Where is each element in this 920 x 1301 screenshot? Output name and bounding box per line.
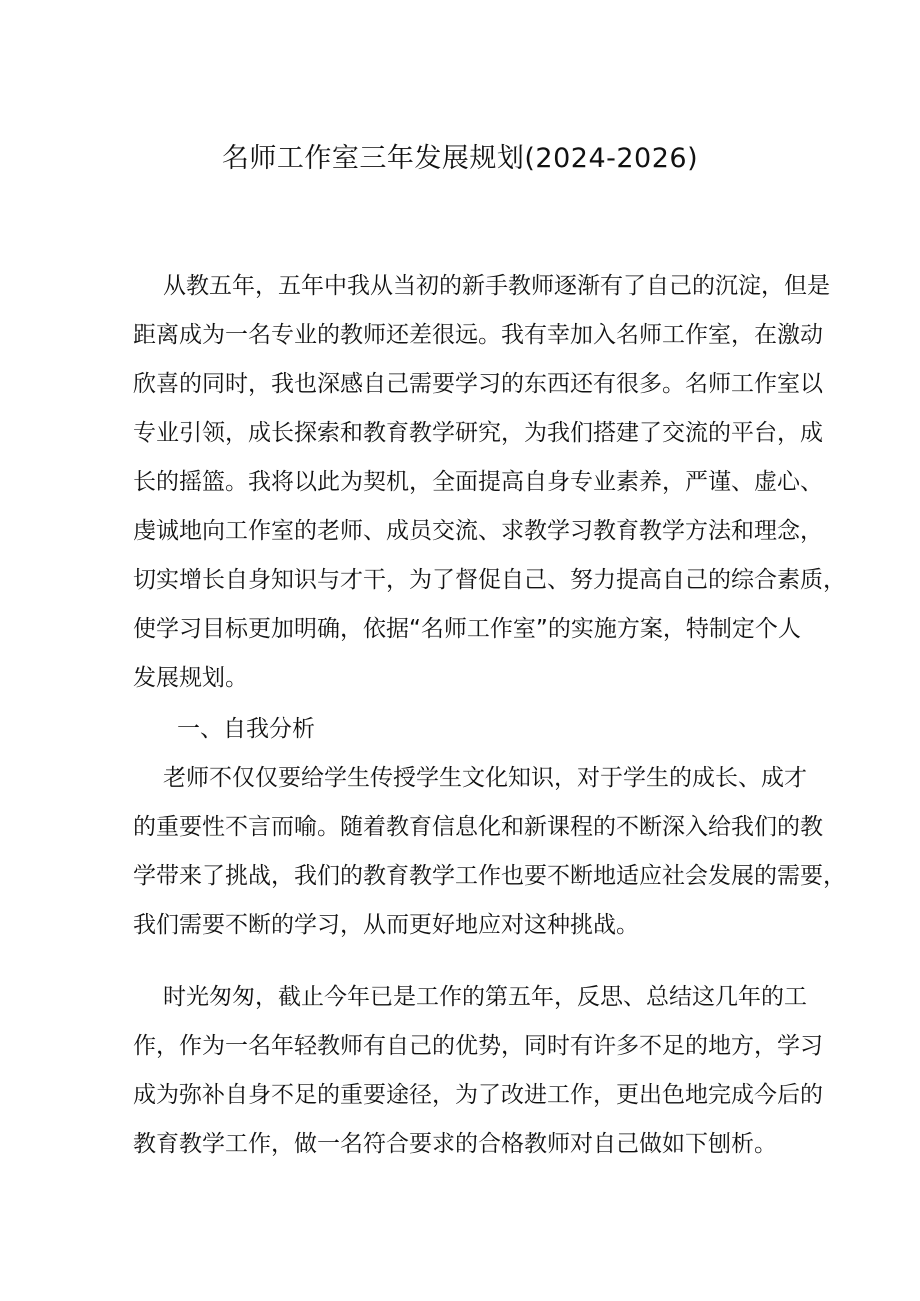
paragraph-line: 作，作为一名年轻教师有自己的优势，同时有许多不足的地方，学习: [133, 1033, 823, 1059]
paragraph-line: 时光匆匆，截止今年已是工作的第五年，反思、总结这几年的工: [163, 984, 807, 1010]
paragraph-line: 学带来了挑战，我们的教育教学工作也要不断地适应社会发展的需要，: [133, 863, 846, 889]
paragraph-line: 欣喜的同时，我也深感自己需要学习的东西还有很多。名师工作室以: [133, 371, 823, 397]
paragraph-line: 我们需要不断的学习，从而更好地应对这种挑战。: [133, 912, 639, 938]
section-heading: [133, 705, 797, 754]
paragraph-line: 使学习目标更加明确，依据“名师工作室”的实施方案，特制定个人: [133, 616, 801, 642]
paragraph-line: 教育教学工作，做一名符合要求的合格教师对自己做如下刨析。: [133, 1131, 777, 1157]
paragraph-line: 的重要性不言而喻。随着教育信息化和新课程的不断深入给我们的教: [133, 814, 823, 840]
paragraph-self-analysis-2: [133, 973, 823, 1169]
paragraph-intro: [133, 262, 846, 703]
paragraph-line: 成为弥补自身不足的重要途径，为了改进工作，更出色地完成今后的: [133, 1082, 823, 1108]
paragraph-line: 长的摇篮。我将以此为契机，全面提高自身专业素养，严谨、虚心、: [133, 469, 823, 495]
section-heading-text: 一、自我分析: [177, 716, 315, 742]
paragraph-line: 距离成为一名专业的教师还差很远。我有幸加入名师工作室，在激动: [133, 322, 823, 348]
paragraph-line: 从教五年，五年中我从当初的新手教师逐渐有了自己的沉淀，但是: [163, 273, 830, 299]
paragraph-line: 发展规划。: [133, 665, 248, 691]
paragraph-line: 切实增长自身知识与才干，为了督促自己、努力提高自己的综合素质，: [133, 567, 846, 593]
paragraph-line: 老师不仅仅要给学生传授学生文化知识，对于学生的成长、成才: [163, 765, 807, 791]
paragraph-line: 虔诚地向工作室的老师、成员交流、求教学习教育教学方法和理念，: [133, 518, 823, 544]
document-title: 名师工作室三年发展规划(2024-2026): [221, 143, 699, 174]
paragraph-self-analysis-1: [133, 754, 846, 950]
paragraph-line: 专业引领，成长探索和教育教学研究，为我们搭建了交流的平台，成: [133, 420, 823, 446]
